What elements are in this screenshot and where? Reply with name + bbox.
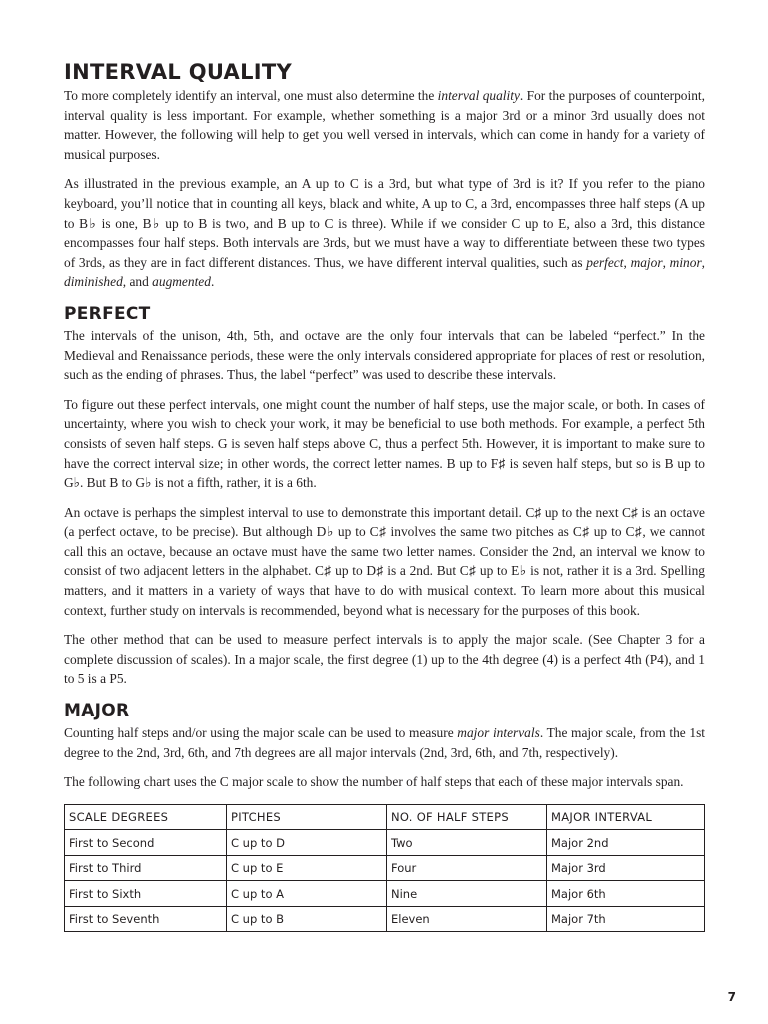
- cell-pitches: C up to B: [227, 906, 387, 932]
- text-run: The other method that can be used to measure perfect intervals is to apply the major scale. (See Chapter 3 for a complete discussion of scales). In a major scale, the first degree (1) up to the 4th degree (4) is a perfect 4th (P4), and 1 to 5 is a P5.: [64, 632, 705, 687]
- heading-perfect: PERFECT: [64, 303, 151, 324]
- text-run: .: [210, 274, 215, 290]
- cell-major-interval: Major 2nd: [547, 830, 705, 856]
- heading-major: MAJOR: [64, 701, 130, 722]
- text-run: , and: [122, 274, 153, 290]
- italic-term: major intervals: [457, 725, 540, 741]
- paragraph-7: [64, 723, 705, 762]
- page-content: [64, 60, 705, 932]
- table-row: [65, 855, 705, 881]
- table-row: [65, 830, 705, 856]
- italic-term: minor: [669, 254, 702, 270]
- header-pitches: PITCHES: [227, 804, 387, 830]
- paragraph-5: [64, 503, 705, 621]
- cell-pitches: C up to D: [227, 830, 387, 856]
- paragraph-3: [64, 326, 705, 385]
- table-row: [65, 906, 705, 932]
- table-header-row: [65, 804, 705, 830]
- cell-half-steps: Four: [387, 855, 547, 881]
- cell-scale-degrees: First to Sixth: [65, 881, 227, 907]
- text-run: ,: [623, 254, 631, 270]
- cell-half-steps: Nine: [387, 881, 547, 907]
- text-run: . The major scale, from the 1st degree to the 2nd, 3rd, 6th, and 7th degrees are all major intervals (2nd, 3rd, 6th, and 7th, respectively).: [64, 725, 706, 760]
- paragraph-2: [64, 174, 705, 292]
- text-run: Counting half steps and/or using the major scale can be used to measure: [64, 725, 458, 741]
- text-run: ,: [701, 254, 706, 270]
- paragraph-6: [64, 630, 705, 689]
- header-half-steps: NO. OF HALF STEPS: [387, 804, 547, 830]
- text-run: To more completely identify an interval, one must also determine the: [64, 88, 438, 103]
- text-run: The following chart uses the C major scale to show the number of half steps that each of these major intervals span.: [64, 774, 684, 790]
- cell-scale-degrees: First to Second: [65, 830, 227, 856]
- cell-half-steps: Two: [387, 830, 547, 856]
- text-run: As illustrated in the previous example, an A up to C is a 3rd, but what type of 3rd is it? If you refer to the piano keyboard, you’ll notice that in counting all keys, black and white, A up to C, a 3rd, encompasses three half steps (A up to B♭ is one, B♭ up to B is two, and B up to C is three). While if we consider C up to E, also a 3rd, this distance encompasses four half steps. Both intervals are 3rds, but we must have a way to differentiate between these two types of 3rds, as they are in fact different distances. Thus, we have different interval qualities, such as: [64, 176, 705, 270]
- paragraph-4: [64, 395, 705, 493]
- cell-scale-degrees: First to Third: [65, 855, 227, 881]
- paragraph-1: [64, 86, 705, 164]
- text-run: . For the purposes of counterpoint, interval quality is less important. For example, whether something is a major 3rd or a minor 3rd usually does not matter. However, the following will help to get you well versed in intervals, which can come in handy for a variety of musical purposes.: [64, 88, 705, 162]
- cell-pitches: C up to A: [227, 881, 387, 907]
- header-scale-degrees: SCALE DEGREES: [65, 804, 227, 830]
- text-run: To figure out these perfect intervals, one might count the number of half steps, use the major scale, or both. In cases of uncertainty, where you wish to check your work, it may be beneficial to use both methods. For example, a perfect 5th consists of seven half steps. G is seven half steps above C, thus a perfect 5th. However, it is important to make sure to have the correct interval size; in other words, the correct letter names. B up to F♯ is seven half steps, but so is B up to G♭. But B to G♭ is not a fifth, rather, it is a 6th.: [64, 396, 705, 491]
- header-major-interval: MAJOR INTERVAL: [547, 804, 705, 830]
- text-run: An octave is perhaps the simplest interval to use to demonstrate this important detail. C♯ up to the next C♯ is an octave (a perfect octave, to be precise). But although D♭ up to C♯ involves the same two pitches as C♯ up to C♯, we cannot call this an octave, because an octave must have the same two letter names. Consider the 2nd, an interval we know to consist of two adjacent letters in the alphabet. C♯ up to D♯ is a 2nd. But C♯ up to E♭ is not, rather it is a 3rd. Spelling matters, and it matters in a variety of ways that have to do with musical context. To learn more about this musical context, further study on intervals is recommended, beyond what is necessary for the purposes of this book.: [64, 504, 705, 618]
- cell-major-interval: Major 7th: [547, 906, 705, 932]
- cell-scale-degrees: First to Seventh: [65, 906, 227, 932]
- italic-term: interval quality: [437, 88, 520, 103]
- page-number: 7: [727, 990, 736, 1004]
- italic-term: perfect: [586, 254, 624, 270]
- text-run: The intervals of the unison, 4th, 5th, and octave are the only four intervals that can be labeled “perfect.” In the Medieval and Renaissance periods, these were the only intervals considered appropriate for places of rest or resolution, such as the ending of phrases. Thus, the label “perfect” was used to describe these intervals.: [64, 327, 705, 383]
- italic-term: augmented: [152, 274, 211, 290]
- italic-term: diminished: [64, 274, 123, 290]
- major-intervals-table: [64, 804, 705, 933]
- cell-pitches: C up to E: [227, 855, 387, 881]
- heading-interval-quality: INTERVAL QUALITY: [64, 60, 293, 84]
- cell-half-steps: Eleven: [387, 906, 547, 932]
- table-row: [65, 881, 705, 907]
- cell-major-interval: Major 3rd: [547, 855, 705, 881]
- italic-term: major: [630, 254, 663, 270]
- text-run: ,: [662, 254, 670, 270]
- cell-major-interval: Major 6th: [547, 881, 705, 907]
- paragraph-8: [64, 772, 705, 792]
